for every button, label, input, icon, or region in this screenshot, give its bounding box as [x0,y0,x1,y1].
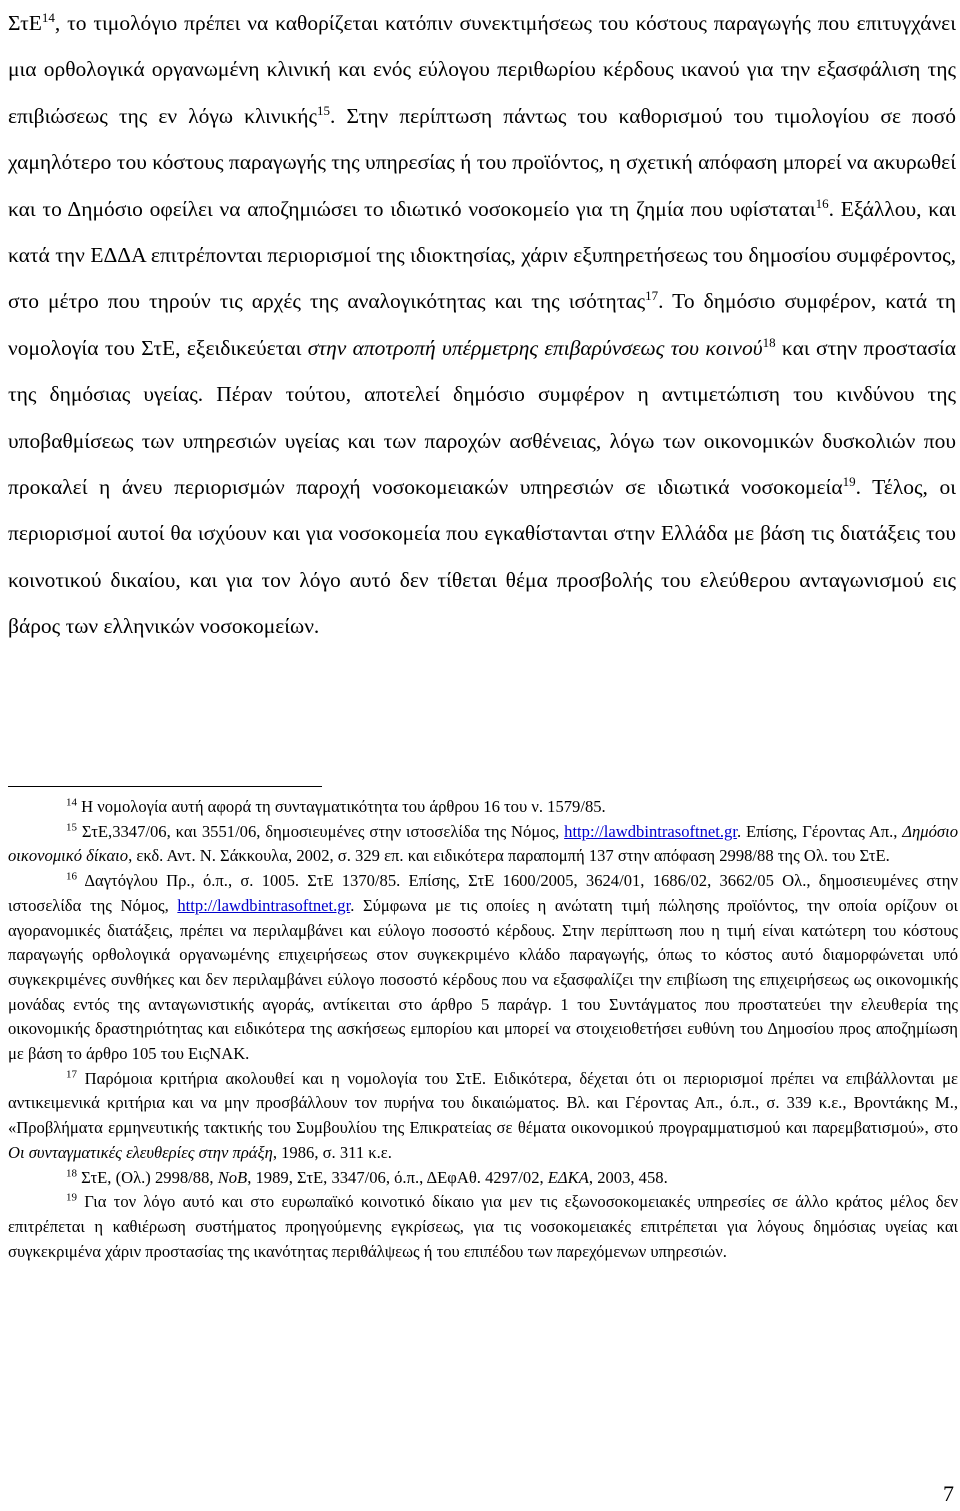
footnote-text: Για τον λόγο αυτό και στο ευρωπαϊκό κοινοτικό δίκαιο για μεν τις εξωνοσοκομειακές υπηρεσίες σε άλλο κράτος μέλος δεν επιτρέπεται η καθιέρωση συστήματος προηγούμενης εγκρίσεως, για τις νοσοκομειακές επιτρέπεται για λόγους δημόσιας υγείας και συγκεκριμένα χάριν προστασίας της ικανότητας περιθάλψεως ή του επιπέδου των παρεχόμενων υπηρεσιών. [8,1192,958,1261]
italic-phrase: στην αποτροπή υπέρμετρης επιβαρύνσεως του κοινού [307,335,763,360]
footnote-text: Δαγτόγλου Πρ., ό.π., σ. 1005. ΣτΕ 1370/85. Επίσης, ΣτΕ 1600/2005, 3624/01, 1686/02, 3662/05 Ολ., δημοσιευμένες στην ιστοσελίδα της Νόμος, [8,871,958,915]
footnote-text: ΣτΕ, (Ολ.) 2998/88, [77,1167,218,1187]
footnote-ref-17[interactable]: 17 [645,288,659,304]
footnote-separator [8,786,322,787]
footnote-16 [8,869,958,1067]
footnote-text: . Σύμφωνα με τις οποίες η ανώτατη τιμή πώλησης προϊόντος, την οποία ορίζουν οι αγορανομικές διατάξεις, πρέπει να περιλαμβάνει και εύλογο ποσοστό κέρδους. Στην περίπτωση που η τιμή είναι κατώτερη του κόστους παραγωγής ορθολογικά οργανωμένης επιχειρήσεως στον συγκεκριμένο κλάδο παραγωγής, όπως το κόστος αυτό διαμορφώνεται υπό συγκεκριμένες συνθήκες και δεν περιλαμβάνει εύλογο ποσοστό κέρδους που να εξασφαλίζει την επιβίωση της επιχειρήσεως ως οικονομικής μονάδας εντός της ανταγωνιστικής αγοράς, αντίκειται στο άρθρο 5 παράγρ. 1 του Συντάγματος που προστατεύει την ελευθερία της οικονομικής δραστηριότητας και ειδικότερα της ασκήσεως εμπορίου και μπορεί να στοιχειοθετήσει ευθύνη του Δημοσίου προς αποζημίωση με βάση το άρθρο 105 του ΕιςΝΑΚ. [8,895,959,1064]
footnote-17 [8,1067,958,1166]
footnote-text: , 1986, σ. 311 κ.ε. [272,1142,392,1162]
footnote-text: , 1989, ΣτΕ, 3347/06, ό.π., ΔΕφΑθ. 4297/02, [247,1167,548,1187]
text-segment: . Τέλος, οι περιορισμοί αυτοί θα ισχύουν και για νοσοκομεία που εγκαθίστανται στην Ελλάδα με βάση τις διατάξεις του κοινοτικού δικαίου, και για τον λόγο αυτό δεν τίθεται θέμα προσβολής του ελεύθερου ανταγωνισμού εις βάρος των ελληνικών νοσοκομείων. [8,475,956,639]
text-segment: και στην προστασία της δημόσιας υγείας. Πέραν τούτου, αποτελεί δημόσιο συμφέρον η αντιμετώπιση του κινδύνου της υποβαθμίσεως των υπηρεσιών υγείας και των παροχών ασθένειας, λόγω των οικονομικών δυσκολιών που προκαλεί η άνευ περιορισμών παροχή νοσοκομειακών υπηρεσιών σε ιδιωτικά νοσοκομεία [8,335,956,500]
page-number: 7 [943,1481,954,1506]
main-paragraph [8,0,956,650]
footnote-ref-16[interactable]: 16 [815,195,829,211]
footnote-text: , 2003, 458. [588,1167,668,1187]
text-segment: . Εξάλλου, και κατά την ΕΔΔΑ επιτρέπονται περιορισμοί της ιδιοκτησίας, χάριν εξυπηρετήσεως του δημοσίου συμφέροντος, στο μέτρο που τηρούν τις αρχές της αναλογικότητας και της ισότητας [8,196,956,314]
footnotes-section [8,795,958,1264]
journal-title: ΕΔΚΑ [547,1167,589,1187]
footnote-text: Η νομολογία αυτή αφορά τη συνταγματικότητα του άρθρου 16 του ν. 1579/85. [77,797,606,816]
footnote-number: 15 [66,821,77,834]
footnote-15 [8,820,958,869]
footnote-ref-14[interactable]: 14 [41,9,55,25]
nomos-link[interactable]: http://lawdbintrasoftnet.gr [177,895,351,915]
footnote-number: 18 [66,1167,77,1180]
footnote-ref-19[interactable]: 19 [842,473,856,489]
text-segment: , το τιμολόγιο πρέπει να καθορίζεται κατόπιν συνεκτιμήσεως του κόστους παραγωγής που επιτυγχάνει μια ορθολογικά οργανωμένη κλινική και ενός εύλογου περιθωρίου κέρδους ικανού για την εξασφάλιση της επιβιώσεως της εν λόγω κλινικής [8,11,956,128]
footnote-number: 16 [66,870,77,883]
footnote-number: 17 [66,1068,77,1081]
book-title: Οι συνταγματικές ελευθερίες στην πράξη [8,1142,273,1162]
footnote-number: 19 [66,1191,77,1204]
paragraph-text [8,0,956,650]
footnote-text: Παρόμοια κριτήρια ακολουθεί και η νομολογία του ΣτΕ. Ειδικότερα, δέχεται ότι οι περιορισμοί πρέπει να επιβάλλονται με αντικειμενικά κριτήρια και να μην προσβάλλουν τον πυρήνα του δικαιώματος. Βλ. και Γέροντας Απ., ό.π., σ. 339 κ.ε., Βροντάκης Μ., «Προβλήματα ερμηνευτικής τακτικής του Συμβουλίου της Επικρατείας σε θέματα οικονομικού προγραμματισμού και παρεμβατισμού», στο [8,1068,958,1138]
text-segment: . Στην περίπτωση πάντως του καθορισμού του τιμολογίου σε ποσό χαμηλότερο του κόστους παραγωγής της υπηρεσίας ή του προϊόντος, η σχετική απόφαση μπορεί να ακυρωθεί και το Δημόσιο οφείλει να αποζημιώσει το ιδιωτικό νοσοκομείο για τη ζημία που υφίσταται [8,103,956,221]
footnote-text: , εκδ. Αντ. Ν. Σάκκουλα, 2002, σ. 329 επ. και ειδικότερα παραπομπή 137 στην απόφαση 2998/88 της Ολ. του ΣτΕ. [128,846,890,866]
text-segment: ΣτΕ [8,11,42,35]
footnote-number: 14 [66,796,77,809]
footnote-14 [8,795,958,820]
nomos-link[interactable]: http://lawdbintrasoftnet.gr [564,821,737,841]
text-segment: . Το δημόσιο συμφέρον, κατά τη νομολογία του ΣτΕ, εξειδικεύεται [8,289,957,360]
footnote-ref-18[interactable]: 18 [762,334,776,350]
footnote-text: ΣτΕ,3347/06, και 3551/06, δημοσιευμένες στην ιστοσελίδα της Νόμος, [77,821,565,841]
footnote-ref-15[interactable]: 15 [317,102,330,118]
journal-title: ΝοΒ [217,1167,248,1187]
footnote-text: . Επίσης, Γέροντας Απ., [736,821,903,841]
book-title: Δημόσιο οικονομικό δίκαιο [8,821,958,866]
footnote-18 [8,1166,958,1191]
footnote-19 [8,1190,958,1264]
